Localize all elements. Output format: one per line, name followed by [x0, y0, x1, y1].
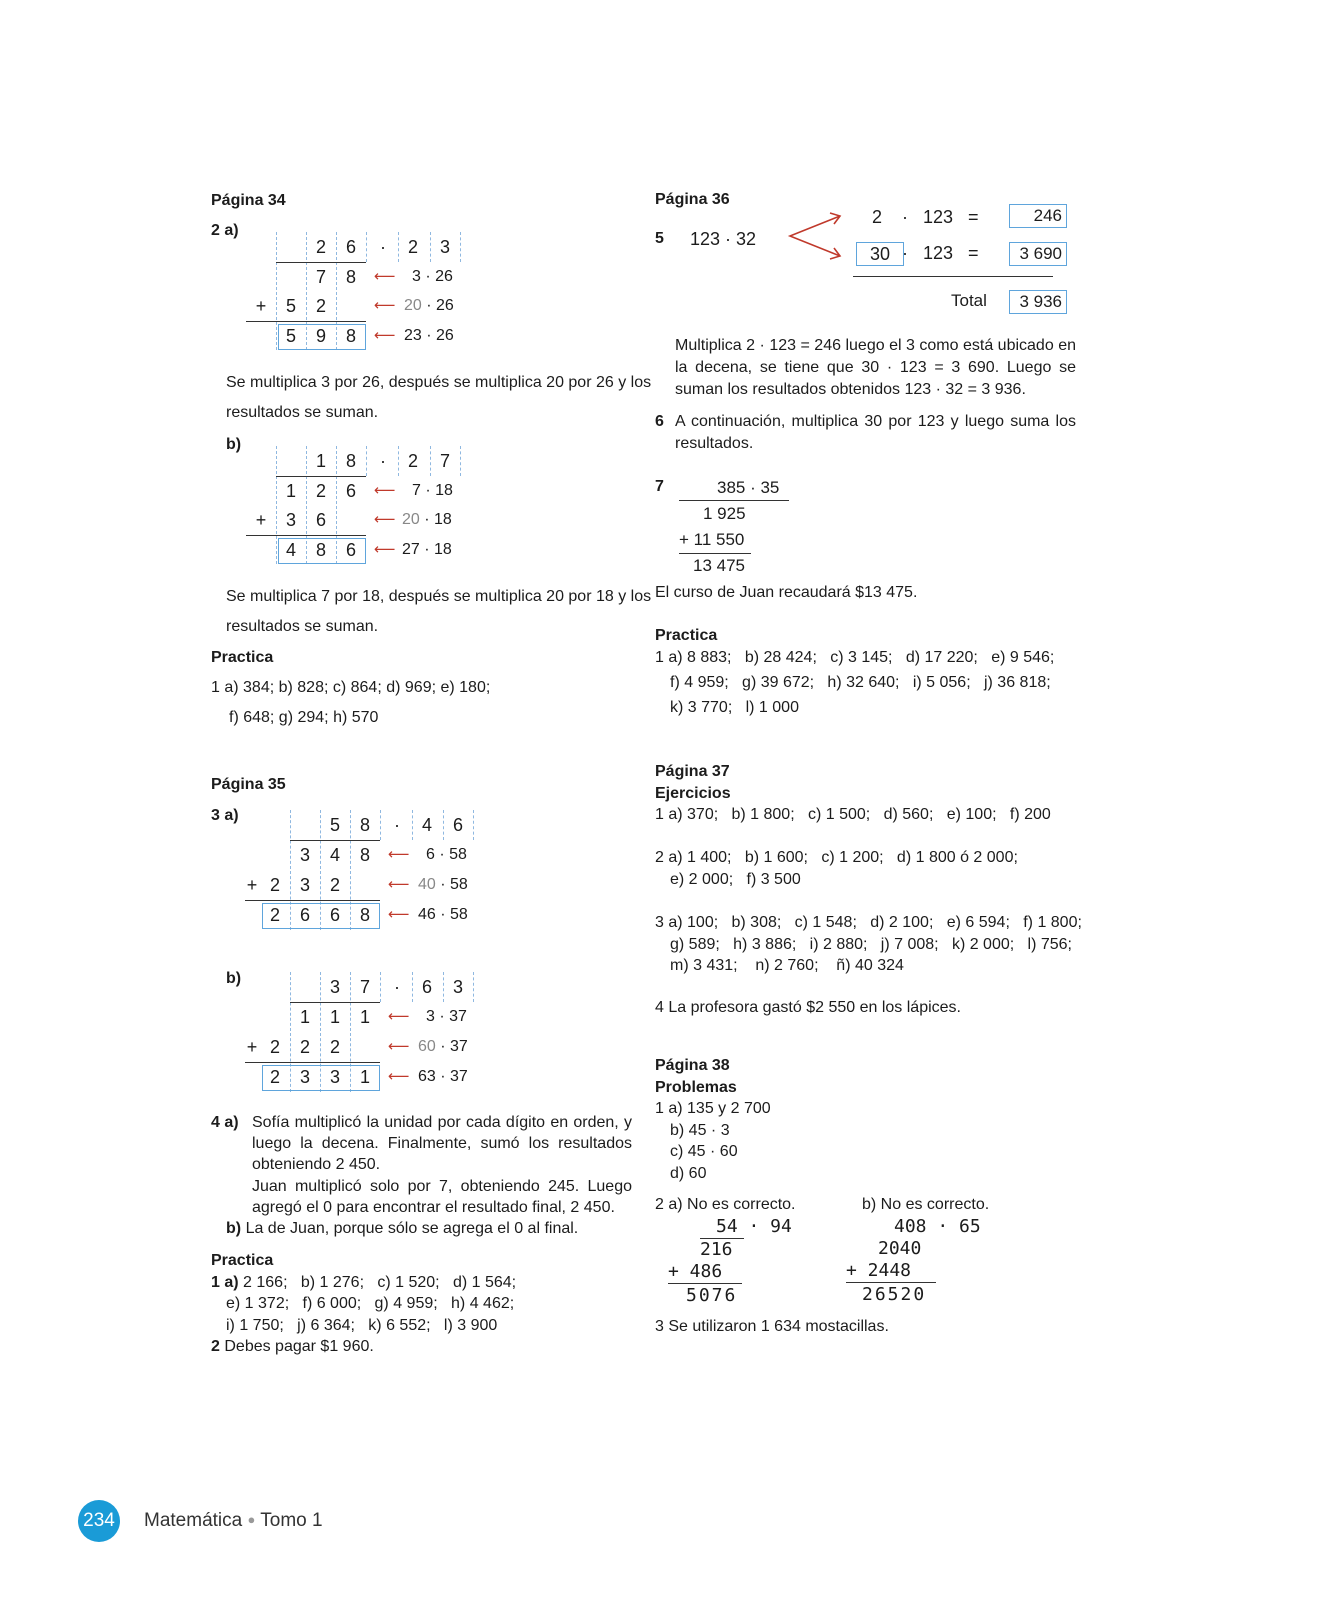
- ejercicios-2b: e) 2 000; f) 3 500: [670, 871, 801, 888]
- page-36-title: Página 36: [655, 191, 730, 208]
- explanation-2b-line1: Se multiplica 7 por 18, después se multiplica 20 por 18 y los: [226, 588, 652, 605]
- ejercicios-2a: 2 a) 1 400; b) 1 600; c) 1 200; d) 1 800 ó 2 000;: [655, 849, 1018, 866]
- q3b-label: b): [226, 970, 242, 987]
- problemas-1b: b) 45 · 3: [670, 1122, 730, 1139]
- practica-36-line2: f) 4 959; g) 39 672; h) 32 640; i) 5 056; j) 36 818;: [670, 674, 1051, 691]
- practica-title-36: Practica: [655, 627, 718, 644]
- page-number-badge: 234: [78, 1500, 120, 1542]
- page-38-title: Página 38: [655, 1057, 730, 1074]
- q2a-label: 2 a): [211, 222, 239, 239]
- q5-sum-line: [853, 276, 1053, 277]
- q5-label: 5: [655, 230, 664, 247]
- q4a-line1: Sofía multiplicó la unidad por cada dígito en orden, y: [252, 1114, 632, 1131]
- ejercicios-3b: g) 589; h) 3 886; i) 2 880; j) 7 008; k) 2 000; l) 756;: [670, 936, 1072, 953]
- q7-answer: El curso de Juan recaudará $13 475.: [655, 584, 918, 601]
- practica-35-line4: 2 Debes pagar $1 960.: [211, 1338, 374, 1355]
- q5-row1-factor: 2: [872, 207, 883, 227]
- explanation-2a-line1: Se multiplica 3 por 26, después se multiplica 20 por 26 y los: [226, 374, 652, 391]
- q5-total-label: Total: [951, 291, 987, 310]
- practica-35-line3: i) 1 750; j) 6 364; k) 6 552; l) 3 900: [226, 1317, 498, 1334]
- problemas-1a: 1 a) 135 y 2 700: [655, 1100, 771, 1117]
- ejercicios-3c: m) 3 431; n) 2 760; ñ) 40 324: [670, 957, 904, 974]
- q5-row1-expr: · 123 =: [902, 207, 979, 227]
- explanation-2a-line2: resultados se suman.: [226, 404, 379, 421]
- q4a-line5: agregó el 0 para encontrar el resultado final, 2 450.: [252, 1199, 615, 1216]
- q4a-line3: obteniendo 2 450.: [252, 1156, 381, 1173]
- ejercicios-1: 1 a) 370; b) 1 800; c) 1 500; d) 560; e) 100; f) 200: [655, 806, 1051, 823]
- q5-expression: 123 · 32: [690, 229, 757, 249]
- footer-book-title: Matemática ● Tomo 1: [144, 1510, 323, 1531]
- q5-row2-expr: · 123 =: [902, 243, 979, 263]
- practica-36-line3: k) 3 770; l) 1 000: [670, 699, 799, 716]
- q5-total-value: 3 936: [1009, 290, 1067, 314]
- q4b-line: b) La de Juan, porque sólo se agrega el 0 al final.: [226, 1220, 579, 1237]
- practica-35-line2: e) 1 372; f) 6 000; g) 4 959; h) 4 462;: [226, 1295, 515, 1312]
- explanation-2b-line2: resultados se suman.: [226, 618, 379, 635]
- practica-34-line1: 1 a) 384; b) 828; c) 864; d) 969; e) 180;: [211, 679, 491, 696]
- problemas-3: 3 Se utilizaron 1 634 mostacillas.: [655, 1318, 889, 1335]
- handwritten-multiplication-b: 408 · 65 2040 + 2448 26520: [846, 1216, 981, 1305]
- practica-36-line1: 1 a) 8 883; b) 28 424; c) 3 145; d) 17 220; e) 9 546;: [655, 649, 1055, 666]
- practica-35-line1: 1 a) 2 166; b) 1 276; c) 1 520; d) 1 564;: [211, 1274, 517, 1291]
- ejercicios-3a: 3 a) 100; b) 308; c) 1 548; d) 2 100; e) 6 594; f) 1 800;: [655, 914, 1082, 931]
- q5-row2-factor: 30: [856, 242, 904, 266]
- q5-row1-result: 246: [1009, 204, 1067, 228]
- q4a-label: 4 a): [211, 1114, 239, 1131]
- q4a-line2: luego la decena. Finalmente, sumó los resultados: [252, 1135, 632, 1152]
- page-34-title: Página 34: [211, 192, 286, 209]
- q5-row2-result: 3 690: [1009, 242, 1067, 266]
- split-arrows: [786, 210, 846, 262]
- q3a-label: 3 a): [211, 807, 239, 824]
- practica-34-line2: f) 648; g) 294; h) 570: [229, 709, 379, 726]
- page-37-title: Página 37: [655, 763, 730, 780]
- q5-explanation: Multiplica 2 · 123 = 246 luego el 3 como está ubicado en la decena, se tiene que 30 · 123 = 3 690. Luego se suman los resultados obtenidos 123 · 32 = 3 936.: [675, 337, 1076, 398]
- q6-text: A continuación, multiplica 30 por 123 y luego suma los resultados.: [675, 413, 1076, 452]
- practica-title-35: Practica: [211, 1252, 274, 1269]
- q2b-label: b): [226, 436, 242, 453]
- q4a-line4: Juan multiplicó solo por 7, obteniendo 245. Luego: [252, 1178, 632, 1195]
- problemas-2b: b) No es correcto.: [862, 1196, 990, 1213]
- problemas-2a: 2 a) No es correcto.: [655, 1196, 796, 1213]
- problemas-1d: d) 60: [670, 1165, 707, 1182]
- q7-operation: 385 · 35 1 925 + 11 550 13 475: [679, 476, 789, 578]
- problemas-title: Problemas: [655, 1079, 737, 1096]
- problemas-1c: c) 45 · 60: [670, 1143, 738, 1160]
- ejercicios-4: 4 La profesora gastó $2 550 en los lápices.: [655, 999, 961, 1016]
- ejercicios-title: Ejercicios: [655, 785, 731, 802]
- q7-label: 7: [655, 478, 664, 495]
- handwritten-multiplication-a: 54 · 94 216 + 486 5076: [668, 1216, 792, 1306]
- q6-label: 6: [655, 413, 664, 430]
- practica-title-34: Practica: [211, 649, 274, 666]
- page-35-title: Página 35: [211, 776, 286, 793]
